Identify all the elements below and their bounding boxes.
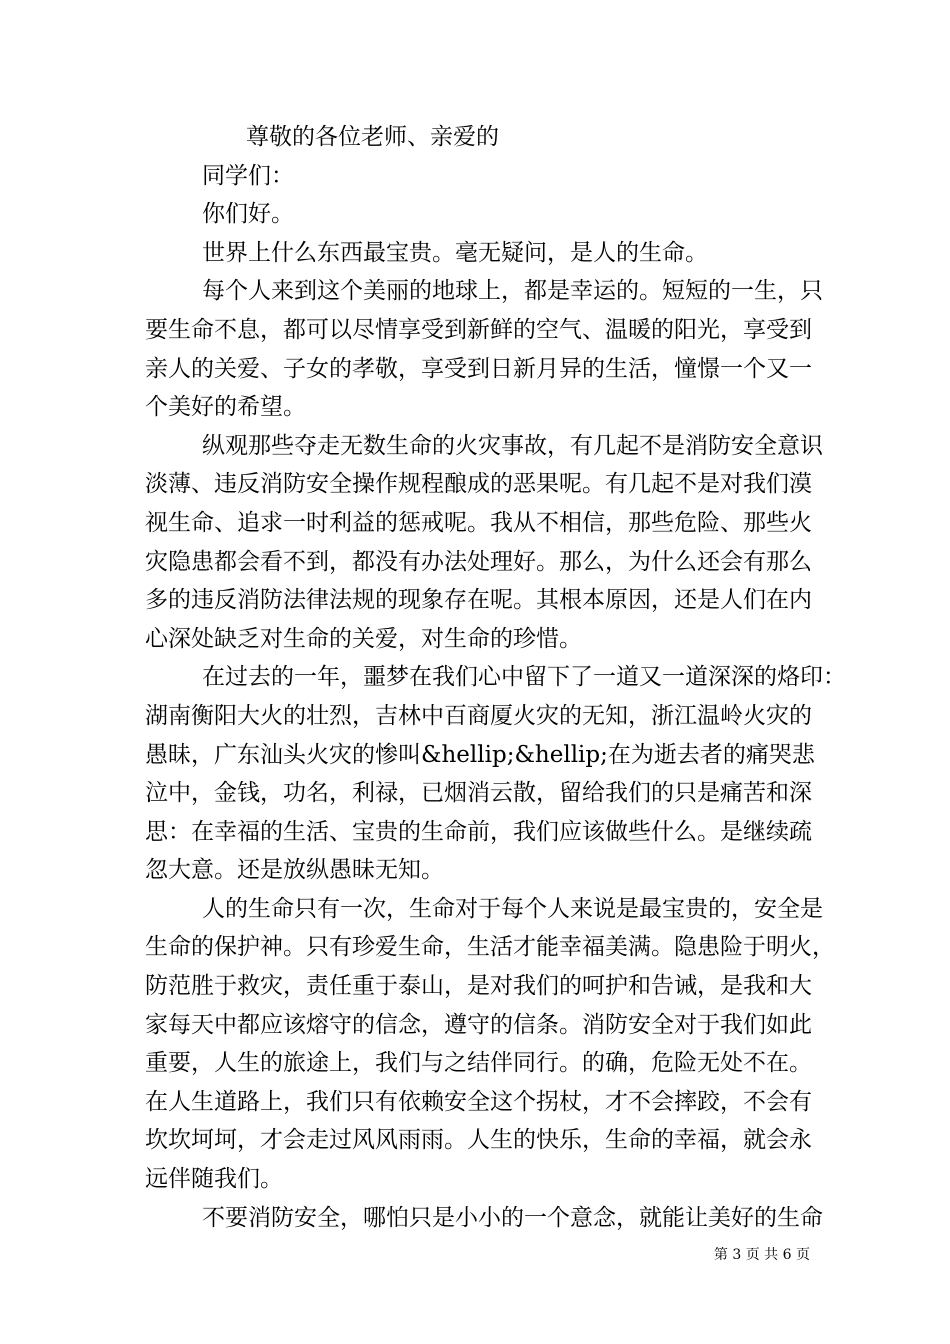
paragraph-line: 灾隐患都会看不到，都没有办法处理好。那么，为什么还会有那么 xyxy=(145,548,812,575)
paragraph-line: 坎坎坷坷，才会走过风风雨雨。人生的快乐，生命的幸福，就会永 xyxy=(145,1127,812,1154)
paragraph-line: 在人生道路上，我们只有依赖安全这个拐杖，才不会摔跤，不会有 xyxy=(145,1088,812,1115)
paragraph-line: 世界上什么东西最宝贵。毫无疑问，是人的生命。 xyxy=(202,239,708,266)
paragraph-line: 心深处缺乏对生命的关爱，对生命的珍惜。 xyxy=(145,625,582,652)
greeting-line: 你们好。 xyxy=(202,201,294,228)
paragraph-line: 不要消防安全，哪怕只是小小的一个意念，就能让美好的生命 xyxy=(202,1204,823,1231)
salutation-line: 同学们： xyxy=(202,162,294,189)
paragraph-line: 个美好的希望。 xyxy=(145,394,306,421)
body-text xyxy=(145,118,846,1237)
paragraph-line: 淡薄、违反消防安全操作规程酿成的恶果呢。有几起不是对我们漠 xyxy=(145,471,812,498)
salutation-line: 尊敬的各位老师、亲爱的 xyxy=(246,124,499,150)
paragraph-line: 每个人来到这个美丽的地球上，都是幸运的。短短的一生，只 xyxy=(202,278,823,305)
paragraph-line: 家每天中都应该熔守的信念，遵守的信条。消防安全对于我们如此 xyxy=(145,1011,812,1038)
paragraph-line: 多的违反消防法律法规的现象存在呢。其根本原因，还是人们在内 xyxy=(145,587,812,614)
paragraph-line: 思：在幸福的生活、宝贵的生命前，我们应该做些什么。是继续疏 xyxy=(145,818,812,845)
paragraph-line: 生命的保护神。只有珍爱生命，生活才能幸福美满。隐患险于明火， xyxy=(145,934,835,961)
paragraph-line: 湖南衡阳大火的壮烈，吉林中百商厦火灾的无知，浙江温岭火灾的 xyxy=(145,702,812,729)
paragraph-line: 亲人的关爱、子女的孝敬，享受到日新月异的生活，憧憬一个又一 xyxy=(145,355,812,382)
paragraph-line: 在过去的一年，噩梦在我们心中留下了一道又一道深深的烙印： xyxy=(202,664,846,691)
page-number: 第 3 页 共 6 页 xyxy=(713,1247,810,1263)
paragraph-line: 愚昧，广东汕头火灾的惨叫&hellip;&hellip;在为逝去者的痛哭悲 xyxy=(145,741,815,768)
paragraph-line: 远伴随我们。 xyxy=(145,1166,283,1193)
paragraph-line: 重要，人生的旅途上，我们与之结伴同行。的确，危险无处不在。 xyxy=(145,1050,812,1077)
paragraph-line: 要生命不息，都可以尽情享受到新鲜的空气、温暖的阳光，享受到 xyxy=(145,316,812,343)
paragraph-line: 泣中，金钱，功名，利禄，已烟消云散，留给我们的只是痛苦和深 xyxy=(145,780,812,807)
paragraph-line: 防范胜于救灾，责任重于泰山，是对我们的呵护和告诫，是我和大 xyxy=(145,973,812,1000)
paragraph-line: 人的生命只有一次，生命对于每个人来说是最宝贵的，安全是 xyxy=(202,895,823,922)
paragraph-line: 视生命、追求一时利益的惩戒呢。我从不相信，那些危险、那些火 xyxy=(145,509,812,536)
paragraph-line: 忽大意。还是放纵愚昧无知。 xyxy=(145,857,444,884)
paragraph-line: 纵观那些夺走无数生命的火灾事故，有几起不是消防安全意识 xyxy=(202,432,823,459)
